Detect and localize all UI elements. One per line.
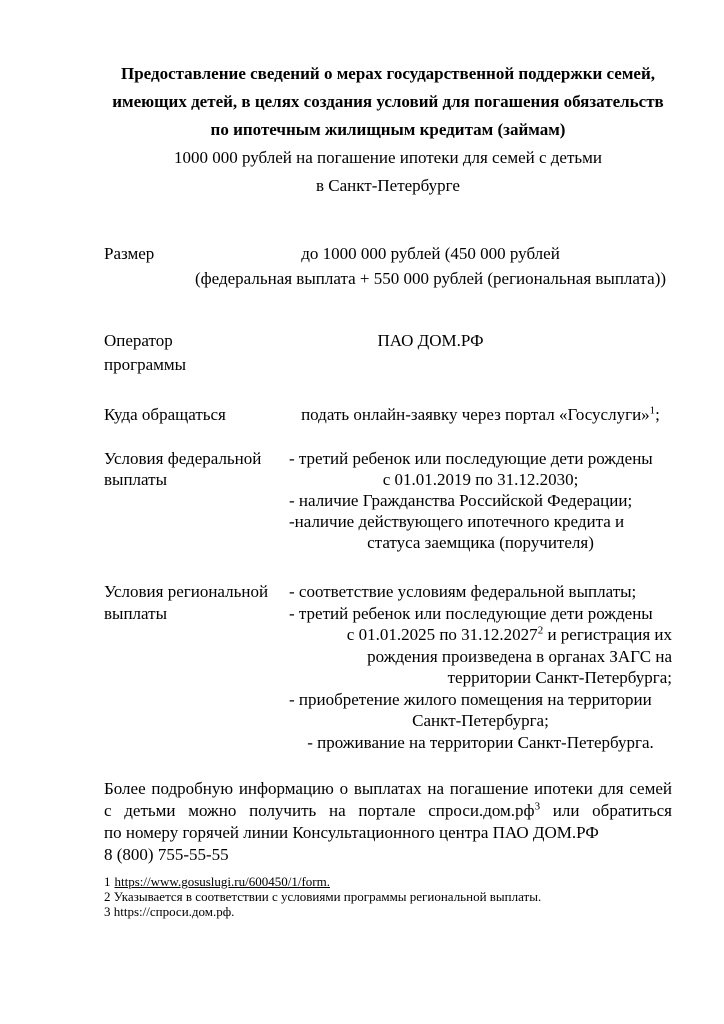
row-regional-conditions — [104, 581, 672, 753]
label-line: программы — [104, 355, 187, 374]
document-subtitle-line-1: 1000 000 рублей на погашение ипотеки для семей с детьми — [173, 148, 603, 167]
document-title-line-2: имеющих детей, в целях создания условий для погашения обязательств — [112, 92, 664, 111]
paragraph-line: по номеру горячей линии Консультационного центра ПАО ДОМ.РФ — [104, 823, 599, 842]
footnote-ref-1: 1 — [649, 404, 656, 417]
footnote-2: 2 Указывается в соответствии с условиями программы региональной выплаты. — [104, 889, 542, 904]
value-line: (федеральная выплата + 550 000 рублей (региональная выплата)) — [194, 269, 667, 288]
value-line: до 1000 000 рублей (450 000 рублей — [301, 244, 560, 263]
value-line: Санкт-Петербурга; — [412, 711, 549, 730]
footnote-ref-3: 3 — [534, 800, 541, 813]
value-line — [289, 404, 672, 425]
footnote-number: 1 — [104, 874, 111, 889]
value-line: - третий ребенок или последующие дети рождены — [289, 603, 653, 623]
value-line: - приобретение жилого помещения на территории — [289, 689, 652, 709]
paragraph-line: Более подробную информацию о выплатах на погашение ипотеки для семей — [104, 779, 672, 798]
label-line: выплаты — [104, 603, 167, 623]
footnote-1 — [104, 874, 672, 889]
row-regional-value — [289, 581, 672, 753]
row-where-label — [104, 404, 289, 425]
info-paragraph — [104, 778, 672, 866]
label-line: Условия федеральной — [104, 449, 262, 468]
gosuslugi-link[interactable]: https://www.gosuslugi.ru/600450/1/form. — [114, 874, 330, 889]
label-line: Оператор — [104, 331, 173, 350]
label-line: Куда обращаться — [104, 405, 226, 424]
label-line: Размер — [104, 244, 155, 263]
document-subtitle-line-2: в Санкт-Петербурге — [316, 176, 460, 195]
row-size-label — [104, 241, 289, 266]
label-line: Условия региональной — [104, 582, 269, 601]
document-title-line-1: Предоставление сведений о мерах государственной поддержки семей, — [120, 64, 656, 83]
footnote-3: 3 https://спроси.дом.рф. — [104, 904, 235, 919]
row-regional-label — [104, 581, 289, 624]
value-line: - наличие Гражданства Российской Федерации; — [289, 491, 633, 510]
value-line: - проживание на территории Санкт-Петербурга. — [307, 732, 654, 752]
row-operator — [104, 329, 672, 377]
footnote-ref-2: 2 — [537, 624, 544, 637]
sprosi-dom-rf-text: с детьми можно получить на портале спроси.дом.рф — [104, 801, 535, 820]
value-line: с 01.01.2019 по 31.12.2030; — [382, 470, 579, 489]
value-line: статуса заемщика (поручителя) — [367, 533, 594, 552]
row-federal-value — [289, 448, 672, 553]
value-line: рождения произведена в органах ЗАГС на — [367, 646, 672, 666]
value-line-tail: и регистрация их — [543, 625, 672, 644]
row-size — [104, 241, 672, 291]
value-line: -наличие действующего ипотечного кредита и — [289, 512, 625, 531]
gosuslugi-portal-text: подать онлайн-заявку через портал «Госуслуги» — [301, 405, 650, 424]
document-header — [104, 60, 672, 200]
paragraph-line-tail: или обратиться — [540, 801, 672, 820]
row-operator-label — [104, 329, 289, 377]
paragraph-line — [104, 800, 672, 822]
value-line-tail: ; — [655, 405, 660, 424]
row-where-value — [289, 404, 672, 425]
document-title-line-3: по ипотечным жилищным кредитам (займам) — [210, 120, 566, 139]
label-line: выплаты — [104, 470, 167, 489]
value-line: - третий ребенок или последующие дети рождены — [289, 449, 653, 468]
value-line: ПАО ДОМ.РФ — [377, 331, 484, 350]
row-federal-conditions — [104, 448, 672, 553]
value-line: территории Санкт-Петербурга; — [447, 668, 672, 687]
value-line — [289, 624, 672, 646]
regional-dates-text: с 01.01.2025 по 31.12.2027 — [346, 625, 538, 644]
row-where-to-apply — [104, 404, 672, 425]
row-federal-label — [104, 448, 289, 490]
footnotes — [104, 874, 672, 919]
hotline-phone: 8 (800) 755-55-55 — [104, 845, 229, 864]
value-line: - соответствие условиям федеральной выплаты; — [289, 582, 637, 601]
